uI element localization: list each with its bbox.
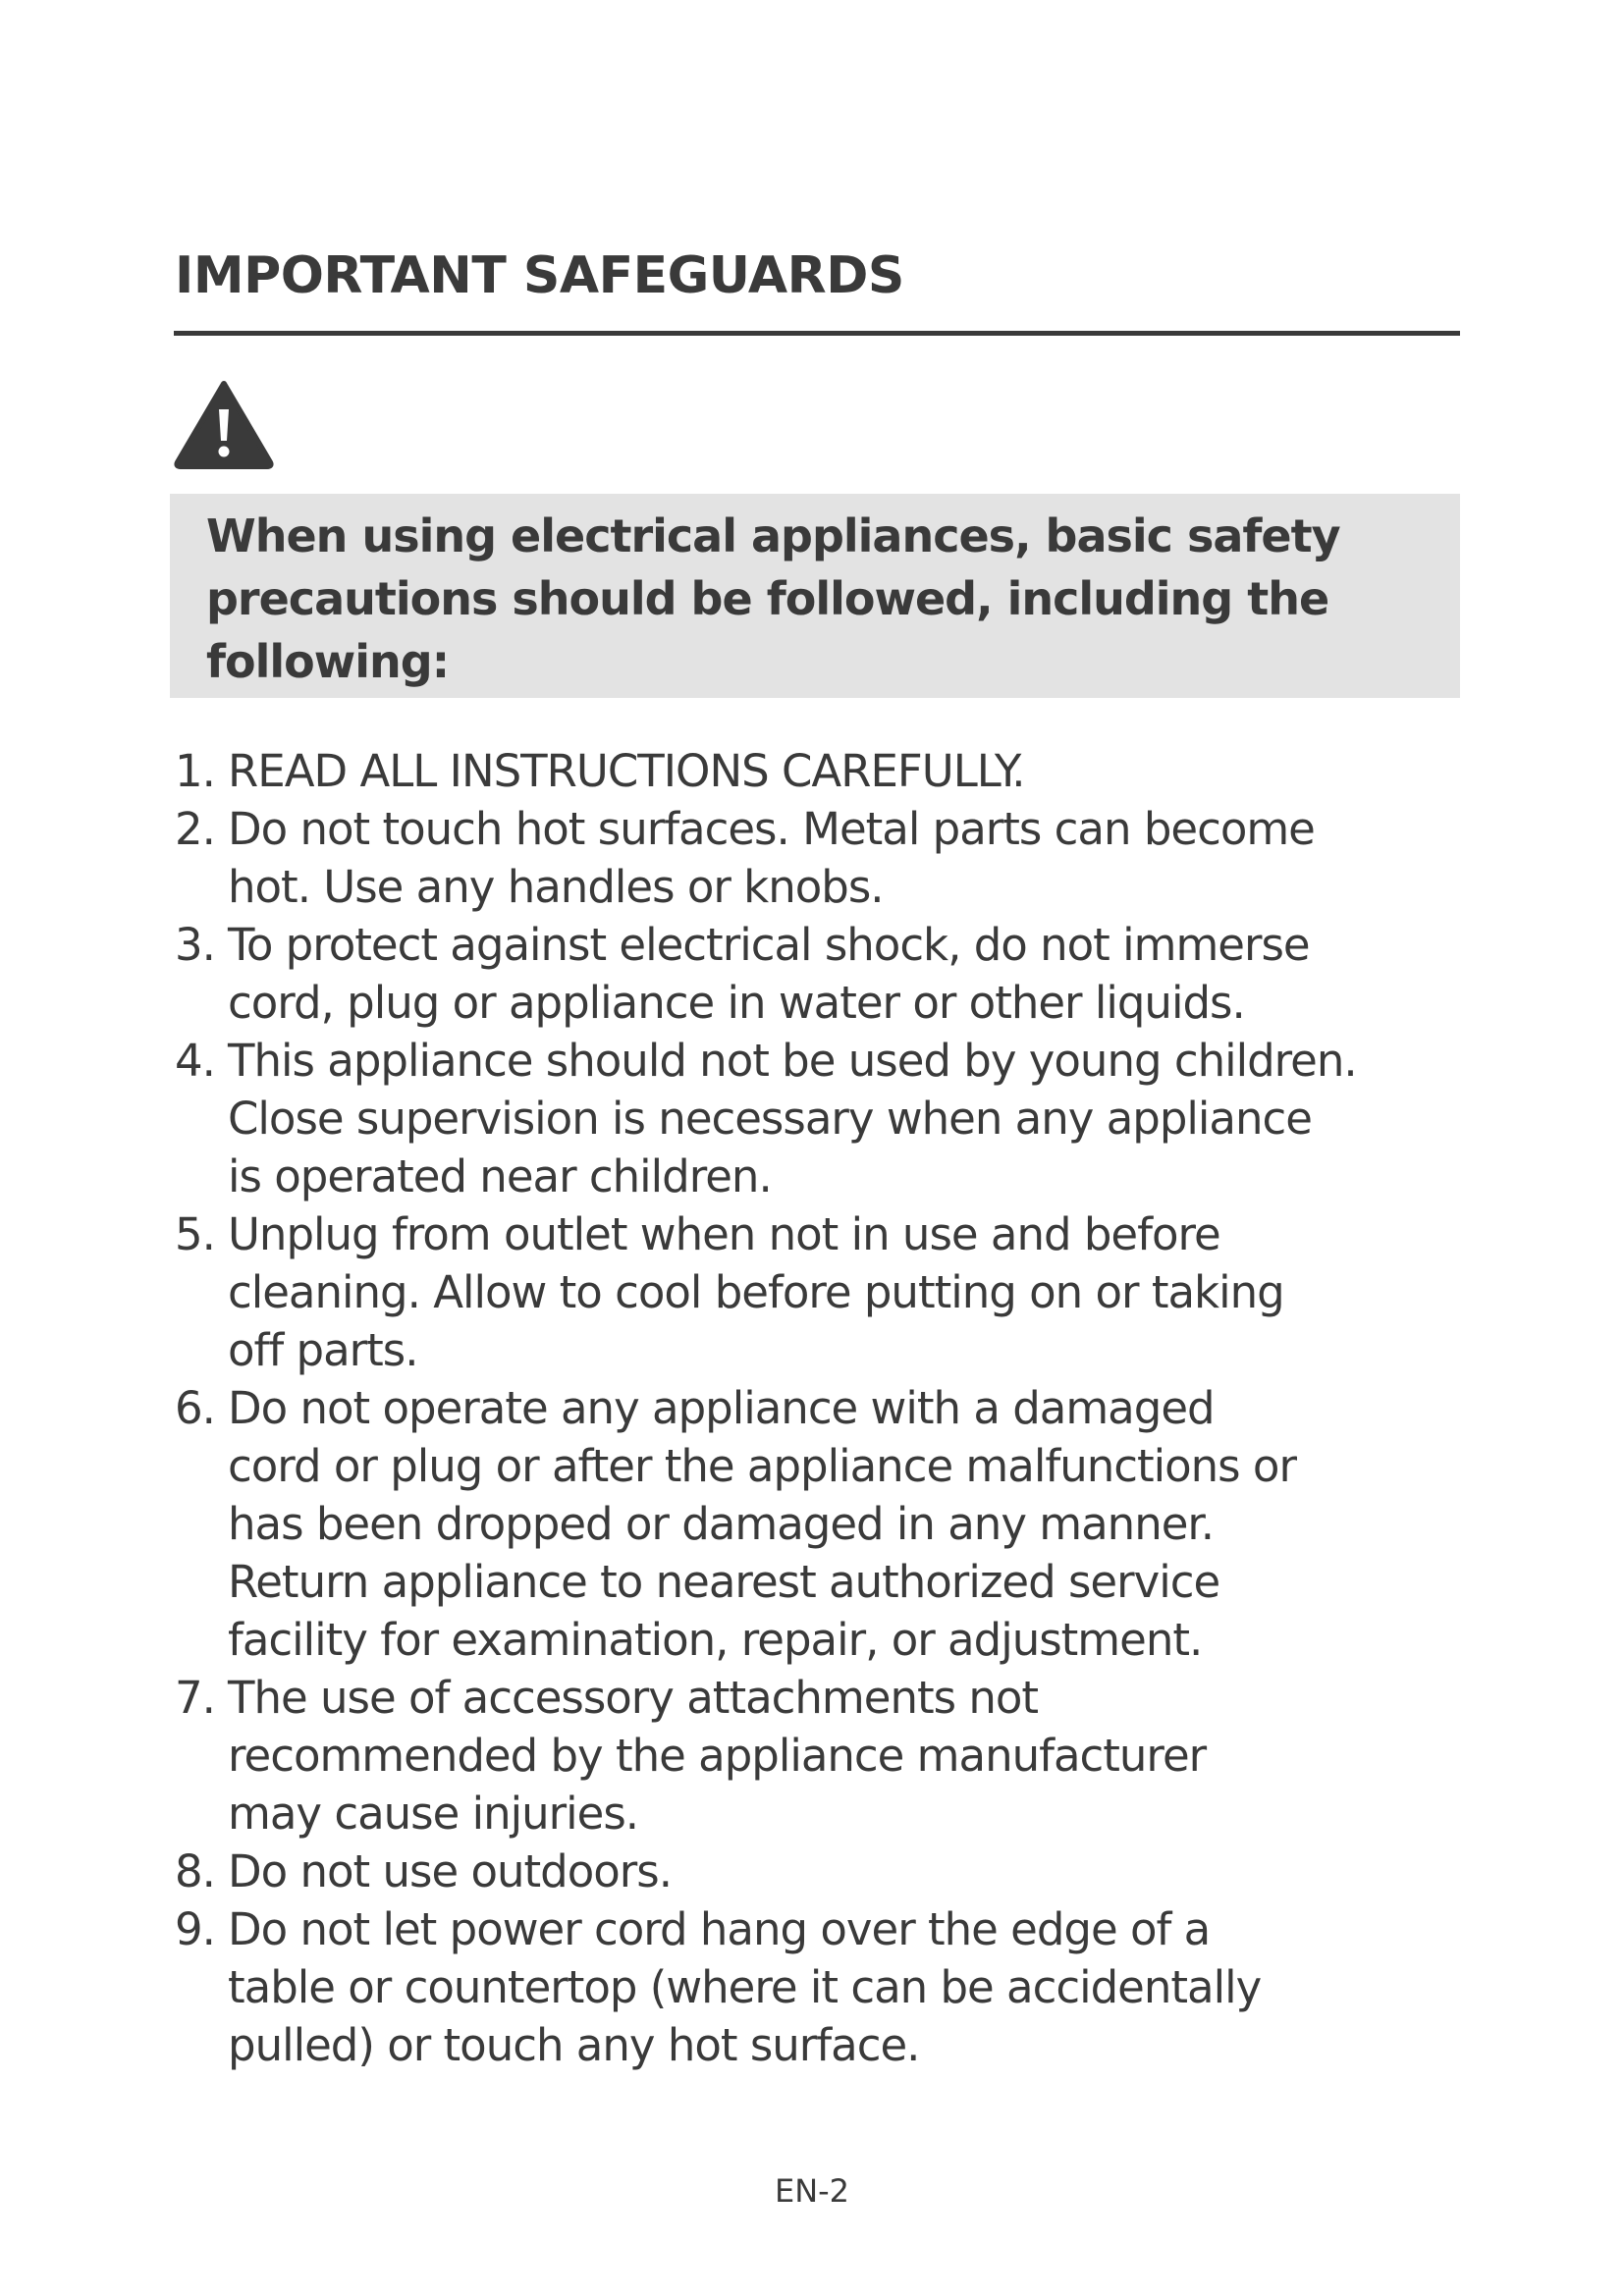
safeguard-line: To protect against electrical shock, do not immerse <box>228 919 1310 971</box>
page-number: EN-2 <box>774 2172 850 2210</box>
safeguard-item <box>175 1842 1549 1900</box>
safeguard-line: Return appliance to nearest authorized service <box>228 1556 1220 1608</box>
safeguard-line: READ ALL INSTRUCTIONS CAREFULLY. <box>228 745 1025 797</box>
safeguard-text <box>228 800 1543 916</box>
safeguard-line: pulled) or touch any hot surface. <box>228 2019 920 2071</box>
safeguard-line: Close supervision is necessary when any appliance <box>228 1093 1312 1145</box>
safeguard-line: Unplug from outlet when not in use and before <box>228 1208 1220 1260</box>
safeguard-number: 4. <box>175 1035 215 1087</box>
safeguard-text <box>228 1842 1543 1900</box>
safeguard-number: 3. <box>175 919 215 971</box>
safeguard-item <box>175 916 1549 1032</box>
safeguard-line: off parts. <box>228 1324 418 1376</box>
safeguard-number: 5. <box>175 1208 215 1260</box>
safeguard-line: has been dropped or damaged in any manner. <box>228 1498 1215 1550</box>
safeguard-line: Do not let power cord hang over the edge of a <box>228 1903 1211 1955</box>
safeguard-text <box>228 1379 1543 1669</box>
safeguard-line: hot. Use any handles or knobs. <box>228 861 884 913</box>
safeguard-item <box>175 1205 1549 1379</box>
safeguard-line: cleaning. Allow to cool before putting on or taking <box>228 1266 1284 1318</box>
safety-intro-line: following: <box>206 635 450 688</box>
safeguard-text <box>228 1669 1543 1842</box>
safeguard-line: may cause injuries. <box>228 1788 639 1840</box>
safeguard-number: 8. <box>175 1845 215 1897</box>
safeguard-item <box>175 1032 1549 1205</box>
safeguard-number: 9. <box>175 1903 215 1955</box>
safeguard-text <box>228 1205 1543 1379</box>
safeguard-line: is operated near children. <box>228 1150 772 1202</box>
safeguard-item <box>175 800 1549 916</box>
safety-intro-text <box>206 505 1431 693</box>
warning-triangle-icon <box>173 378 275 469</box>
safeguard-number: 6. <box>175 1382 215 1434</box>
safeguard-line: Do not operate any appliance with a damaged <box>228 1382 1215 1434</box>
safeguard-line: Do not touch hot surfaces. Metal parts can become <box>228 803 1315 855</box>
page-title: IMPORTANT SAFEGUARDS <box>175 246 904 305</box>
safeguard-line: table or countertop (where it can be accidentally <box>228 1961 1262 2013</box>
safeguard-text <box>228 1032 1543 1205</box>
safeguard-text <box>228 916 1543 1032</box>
safeguard-line: recommended by the appliance manufacturer <box>228 1730 1207 1782</box>
safety-intro-line: When using electrical appliances, basic safety <box>206 509 1340 562</box>
safeguard-text <box>228 1900 1543 2074</box>
safety-intro-box <box>170 494 1460 698</box>
safeguard-line: facility for examination, repair, or adjustment. <box>228 1614 1203 1666</box>
safeguard-item <box>175 1900 1549 2074</box>
title-divider <box>174 331 1460 336</box>
safeguard-line: The use of accessory attachments not <box>228 1672 1039 1724</box>
safeguard-item <box>175 742 1549 800</box>
safeguard-line: This appliance should not be used by young children. <box>228 1035 1357 1087</box>
safeguard-item <box>175 1669 1549 1842</box>
safety-intro-line: precautions should be followed, including the <box>206 572 1329 625</box>
safeguard-number: 1. <box>175 745 215 797</box>
safeguard-line: Do not use outdoors. <box>228 1845 673 1897</box>
safeguard-text <box>228 742 1543 800</box>
safeguard-number: 7. <box>175 1672 215 1724</box>
safeguard-line: cord, plug or appliance in water or other liquids. <box>228 977 1245 1029</box>
safeguard-list <box>175 742 1549 2074</box>
safeguard-item <box>175 1379 1549 1669</box>
safeguard-line: cord or plug or after the appliance malfunctions or <box>228 1440 1296 1492</box>
safeguard-number: 2. <box>175 803 215 855</box>
